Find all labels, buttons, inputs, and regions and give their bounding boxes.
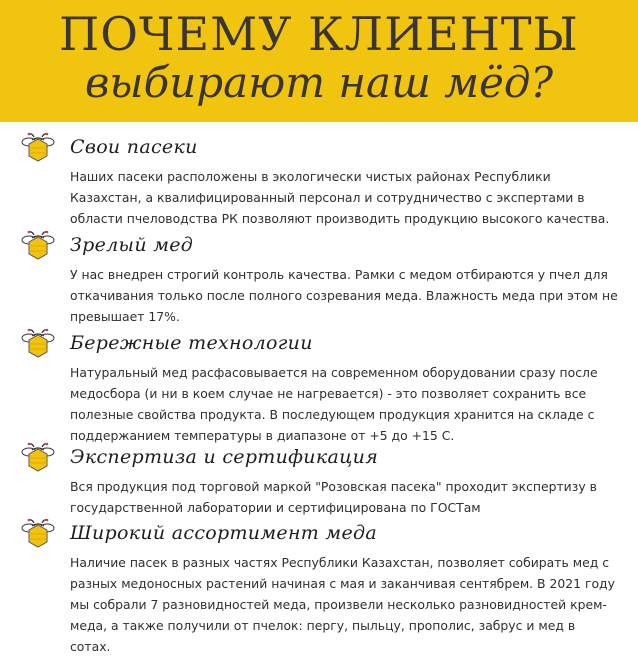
section-title: Бережные технологии: [70, 332, 313, 354]
section-text: Натуральный мед расфасовывается на современном оборудовании сразу после медосбора (и ни в коем случае не нагревается) - это позволяет сохранить все полезные свойства продукта. В последующем продукция хранится на складе с поддержанием температуры в диапазоне от +5 до +15 С.: [70, 365, 598, 443]
section-title: Зрелый мед: [70, 234, 194, 256]
section-text: Вся продукция под торговой маркой "Розовская пасека" проходит экспертизу в государственной лаборатории и сертифицирована по ГОСТам: [70, 479, 597, 515]
page-subtitle: выбирают наш мёд?: [84, 58, 554, 107]
section-title: Широкий ассортимент меда: [70, 522, 377, 544]
bee-icon: [20, 516, 56, 552]
bee-icon: [20, 440, 56, 476]
bee-icon: [20, 130, 56, 166]
section-text: У нас внедрен строгий контроль качества. Рамки с медом отбираются у пчел для откачивания только после полного созревания меда. Влажность меда при этом не превышает 17%.: [70, 267, 618, 324]
bee-icon: [20, 326, 56, 362]
section-title: Экспертиза и сертификация: [70, 446, 379, 468]
section-text: Наших пасеки расположены в экологически чистых районах Республики Казахстан, а квалифицированный персонал и сотрудничество с экспертами в области пчеловодства РК позволяют производить продукцию высокого качества.: [70, 169, 610, 226]
page-title: ПОЧЕМУ КЛИЕНТЫ: [59, 7, 579, 61]
header-banner: [0, 0, 638, 122]
section-text: Наличие пасек в разных частях Республики Казахстан, позволяет собирать мед с разных медоносных растений начиная с мая и заканчивая сентябрем. В 2021 году мы собрали 7 разновидностей меда, произвели несколько разновидностей крем-меда, а также получили от пчелок: пергу, пыльцу, прополис, забрус и мед в сотах.: [70, 555, 615, 654]
bee-icon: [20, 228, 56, 264]
section-title: Свои пасеки: [70, 136, 198, 158]
